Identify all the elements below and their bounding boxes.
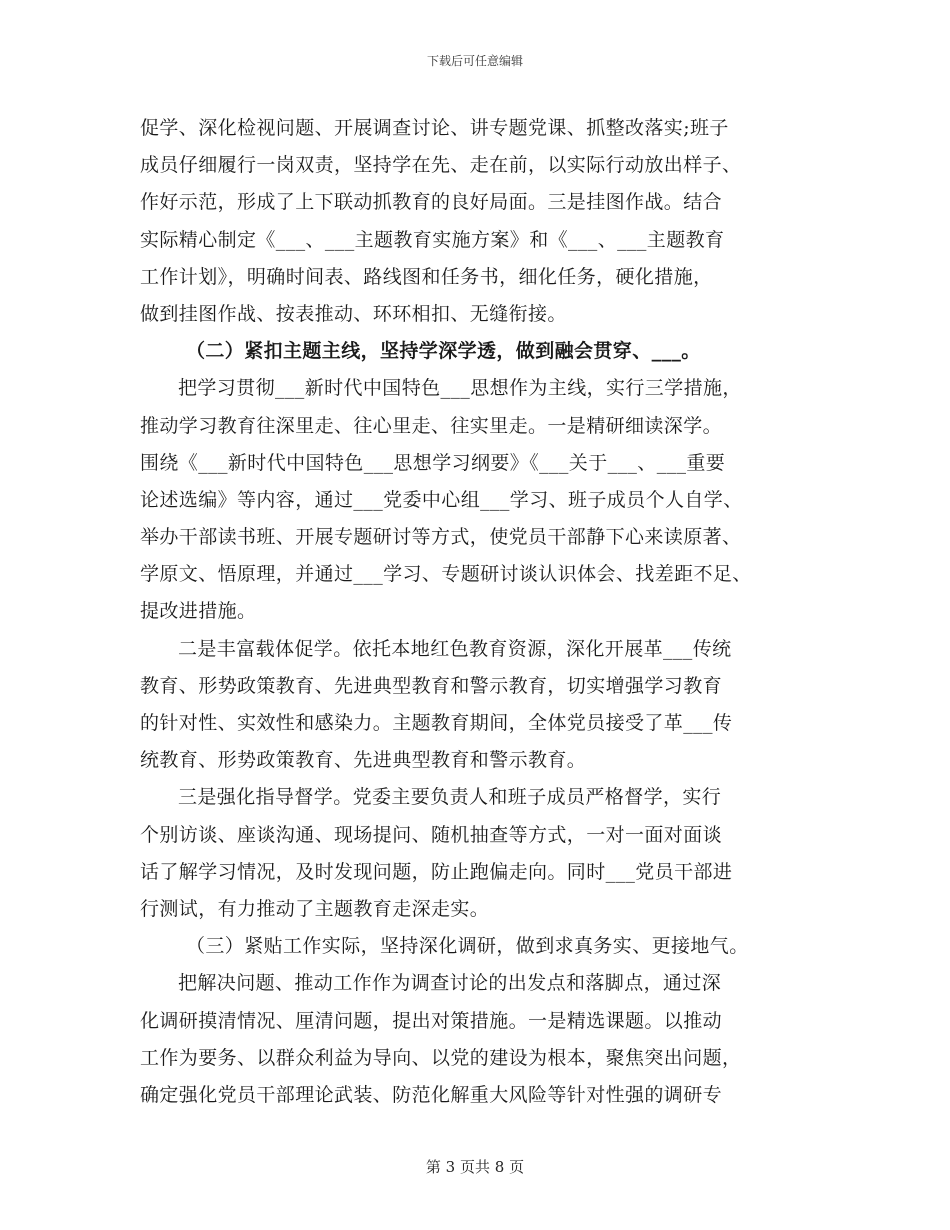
document-body bbox=[140, 110, 812, 1114]
body-line: 提改进措施。 bbox=[140, 600, 257, 623]
body-line: 工作为要务、以群众利益为导向、以党的建设为根本，聚焦突出问题， bbox=[140, 1046, 742, 1069]
page-footer: 第 3 页共 8 页 bbox=[425, 1158, 525, 1176]
body-line: 统教育、形势政策教育、先进典型教育和警示教育。 bbox=[140, 749, 587, 772]
body-line: 话了解学习情况，及时发现问题，防止跑偏走向。同时___党员干部进 bbox=[140, 860, 733, 883]
body-line: 促学、深化检视问题、开展调查讨论、讲专题党课、抓整改落实;班子 bbox=[140, 117, 729, 139]
body-line: 行测试，有力推动了主题教育走深走实。 bbox=[140, 897, 490, 920]
body-line: 成员仔细履行一岗双责，坚持学在先、走在前，以实际行动放出样子、 bbox=[140, 154, 742, 177]
body-line: 学原文、悟原理，并通过___学习、专题研讨谈认识体会、找差距不足、 bbox=[140, 563, 752, 586]
body-line: 工作计划》，明确时间表、路线图和任务书，细化任务，硬化措施， bbox=[140, 265, 713, 288]
section-heading-2: （二）紧扣主题主线，坚持学深学透，做到融会贯穿、___。 bbox=[186, 340, 701, 363]
body-line: 论述选编》等内容，通过___党委中心组___学习、班子成员个人自学、 bbox=[140, 488, 743, 511]
body-line: 确定强化党员干部理论武装、防范化解重大风险等针对性强的调研专 bbox=[140, 1083, 723, 1106]
body-line: 化调研摸清情况、厘清问题，提出对策措施。一是精选课题。以推动 bbox=[140, 1009, 723, 1032]
body-line: 做到挂图作战、按表推动、环环相扣、无缝衔接。 bbox=[140, 302, 567, 325]
body-line: 作好示范，形成了上下联动抓教育的良好局面。三是挂图作战。结合 bbox=[140, 191, 723, 214]
body-line: 的针对性、实效性和感染力。主题教育期间，全体党员接受了革___传 bbox=[140, 712, 733, 734]
body-line: 教育、形势政策教育、先进典型教育和警示教育，切实增强学习教育 bbox=[140, 674, 723, 697]
body-line: 实际精心制定《___、___主题教育实施方案》和《___、___主题教育 bbox=[140, 228, 725, 251]
body-line: 推动学习教育往深里走、往心里走、往实里走。一是精研细读深学。 bbox=[140, 414, 723, 437]
body-line: 围绕《___新时代中国特色___思想学习纲要》《___关于___、___重要 bbox=[140, 451, 726, 474]
body-line: 举办干部读书班、开展专题研讨等方式，使党员干部静下心来读原著、 bbox=[140, 526, 742, 549]
body-line: 把解决问题、推动工作作为调查讨论的出发点和落脚点，通过深 bbox=[178, 972, 722, 995]
body-line: 二是丰富载体促学。依托本地红色教育资源，深化开展革___传统 bbox=[178, 637, 732, 660]
section-heading-3: （三）紧贴工作实际，坚持深化调研，做到求真务实、更接地气。 bbox=[186, 935, 749, 958]
body-line: 个别访谈、座谈沟通、现场提问、随机抽查等方式，一对一面对面谈 bbox=[140, 823, 723, 846]
body-line: 把学习贯彻___新时代中国特色___思想作为主线，实行三学措施， bbox=[178, 377, 742, 400]
body-line: 三是强化指导督学。党委主要负责人和班子成员严格督学，实行 bbox=[178, 786, 722, 809]
page-header: 下载后可任意编辑 bbox=[426, 54, 523, 68]
